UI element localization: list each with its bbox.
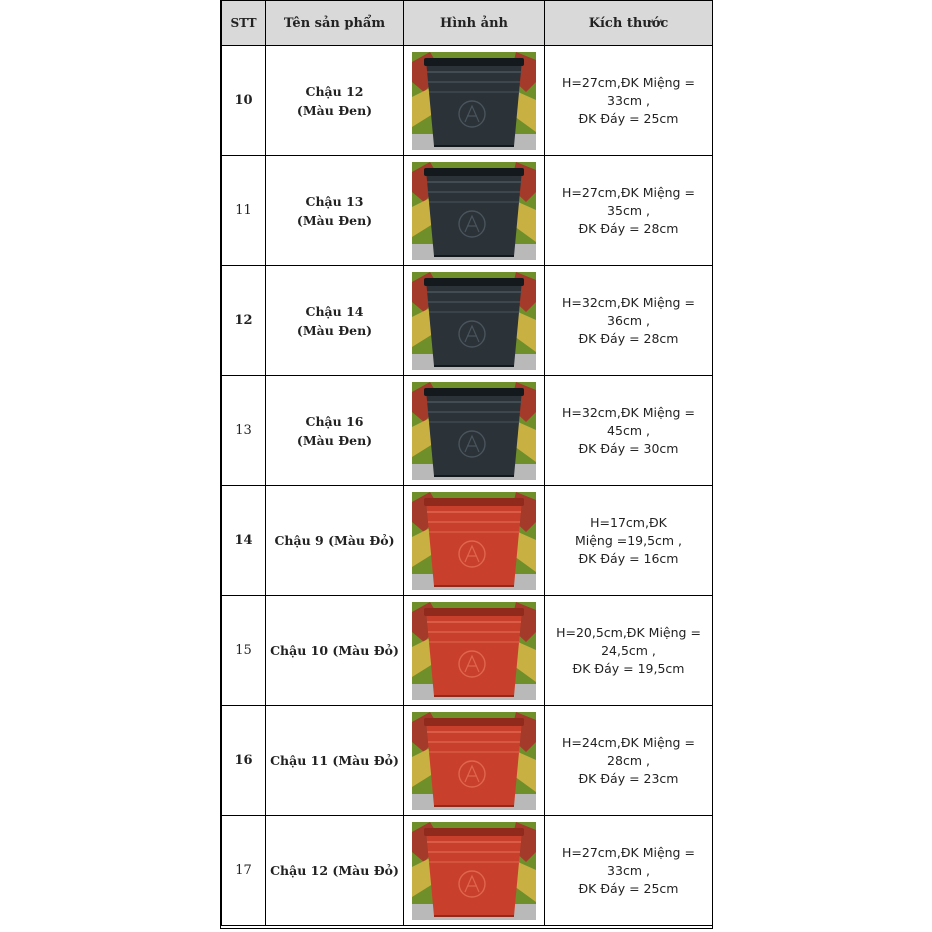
row-size: H=32cm,ĐK Miệng = 36cm , ĐK Đáy = 28cm xyxy=(545,266,713,376)
product-table-sheet xyxy=(220,0,713,929)
table-row xyxy=(222,376,713,486)
header-product-name: Tên sản phẩm xyxy=(266,1,404,46)
row-size: H=27cm,ĐK Miệng = 33cm , ĐK Đáy = 25cm xyxy=(545,46,713,156)
row-size: H=27cm,ĐK Miệng = 35cm , ĐK Đáy = 28cm xyxy=(545,156,713,266)
red-pot-photo xyxy=(412,712,536,810)
row-size: H=24cm,ĐK Miệng = 28cm , ĐK Đáy = 23cm xyxy=(545,706,713,816)
table-row xyxy=(222,816,713,926)
row-image-cell xyxy=(404,156,545,266)
row-stt: 11 xyxy=(222,156,266,266)
row-product-name: Chậu 13 (Màu Đen) xyxy=(266,156,404,266)
black-pot-photo xyxy=(412,382,536,480)
row-stt: 17 xyxy=(222,816,266,926)
row-stt: 14 xyxy=(222,486,266,596)
table-header xyxy=(222,1,713,46)
table-body xyxy=(222,46,713,926)
row-size: H=32cm,ĐK Miệng = 45cm , ĐK Đáy = 30cm xyxy=(545,376,713,486)
product-table xyxy=(221,0,713,926)
row-image-cell xyxy=(404,486,545,596)
table-row xyxy=(222,266,713,376)
row-image-cell xyxy=(404,46,545,156)
black-pot-photo xyxy=(412,162,536,260)
table-header-row xyxy=(222,1,713,46)
row-image-cell xyxy=(404,266,545,376)
row-image-cell xyxy=(404,596,545,706)
row-image-cell xyxy=(404,706,545,816)
row-stt: 16 xyxy=(222,706,266,816)
row-product-name: Chậu 16 (Màu Đen) xyxy=(266,376,404,486)
black-pot-photo xyxy=(412,272,536,370)
red-pot-photo xyxy=(412,822,536,920)
row-product-name: Chậu 14 (Màu Đen) xyxy=(266,266,404,376)
table-row xyxy=(222,46,713,156)
row-stt: 10 xyxy=(222,46,266,156)
row-stt: 12 xyxy=(222,266,266,376)
black-pot-photo xyxy=(412,52,536,150)
row-size: H=20,5cm,ĐK Miệng = 24,5cm , ĐK Đáy = 19,5cm xyxy=(545,596,713,706)
table-row xyxy=(222,156,713,266)
row-product-name: Chậu 12 (Màu Đỏ) xyxy=(266,816,404,926)
header-image: Hình ảnh xyxy=(404,1,545,46)
row-product-name: Chậu 11 (Màu Đỏ) xyxy=(266,706,404,816)
table-row xyxy=(222,596,713,706)
header-size: Kích thước xyxy=(545,1,713,46)
red-pot-photo xyxy=(412,602,536,700)
row-image-cell xyxy=(404,376,545,486)
row-stt: 13 xyxy=(222,376,266,486)
row-product-name: Chậu 9 (Màu Đỏ) xyxy=(266,486,404,596)
row-product-name: Chậu 12 (Màu Đen) xyxy=(266,46,404,156)
header-stt: STT xyxy=(222,1,266,46)
row-product-name: Chậu 10 (Màu Đỏ) xyxy=(266,596,404,706)
row-size: H=17cm,ĐK Miệng =19,5cm , ĐK Đáy = 16cm xyxy=(545,486,713,596)
table-row xyxy=(222,706,713,816)
red-pot-photo xyxy=(412,492,536,590)
row-image-cell xyxy=(404,816,545,926)
table-row xyxy=(222,486,713,596)
row-stt: 15 xyxy=(222,596,266,706)
row-size: H=27cm,ĐK Miệng = 33cm , ĐK Đáy = 25cm xyxy=(545,816,713,926)
